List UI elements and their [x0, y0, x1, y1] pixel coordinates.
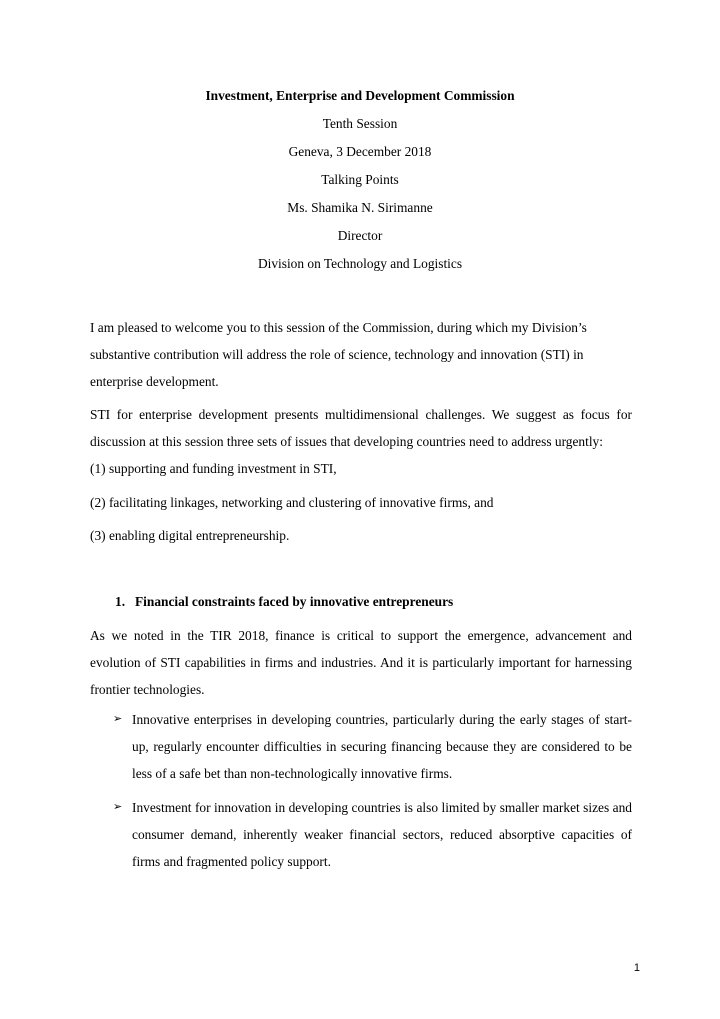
page-number: 1 [633, 962, 640, 974]
arrow-bullet-icon: ➢ [113, 801, 123, 813]
section-1-paragraph: As we noted in the TIR 2018, finance is critical to support the emergence, advancement and evolution of STI capabilities in firms and industries. And it is particularly important for harnessing frontier technologies. [90, 628, 632, 697]
document-type-line: Talking Points [321, 172, 399, 187]
speaker-name: Ms. Shamika N. Sirimanne [287, 200, 433, 215]
session-line: Tenth Session [322, 116, 398, 131]
challenges-paragraph: STI for enterprise development presents multidimensional challenges. We suggest as focus for discussion at this session three sets of issues that developing countries need to address urgently: [90, 407, 632, 449]
section-1-heading [115, 594, 453, 610]
section-1-title: Financial constraints faced by innovative entrepreneurs [135, 594, 454, 609]
section-1-number: 1. [115, 594, 126, 609]
speaker-role: Director [337, 228, 383, 243]
issue-item-3: (3) enabling digital entrepreneurship. [90, 528, 290, 543]
intro-paragraph: I am pleased to welcome you to this session of the Commission, during which my Division’s substantive contribution will address the role of science, technology and innovation (STI) in enterprise development. [90, 320, 587, 389]
issue-item-2: (2) facilitating linkages, networking and clustering of innovative firms, and [90, 495, 494, 510]
division-name: Division on Technology and Logistics [257, 256, 463, 271]
bullet-text-2: Investment for innovation in developing countries is also limited by smaller market sizes and consumer demand, inherently weaker financial sectors, reduced absorptive capacities of firms and fragmented policy support. [132, 800, 632, 869]
commission-title: Investment, Enterprise and Development Commission [205, 88, 515, 103]
location-date-line: Geneva, 3 December 2018 [288, 144, 432, 159]
issue-item-1: (1) supporting and funding investment in STI, [90, 461, 337, 476]
bullet-text-1: Innovative enterprises in developing countries, particularly during the early stages of start-up, regularly encounter difficulties in securing financing because they are considered to be less of a safe bet than non-technologically innovative firms. [132, 712, 632, 781]
arrow-bullet-icon: ➢ [113, 713, 123, 725]
